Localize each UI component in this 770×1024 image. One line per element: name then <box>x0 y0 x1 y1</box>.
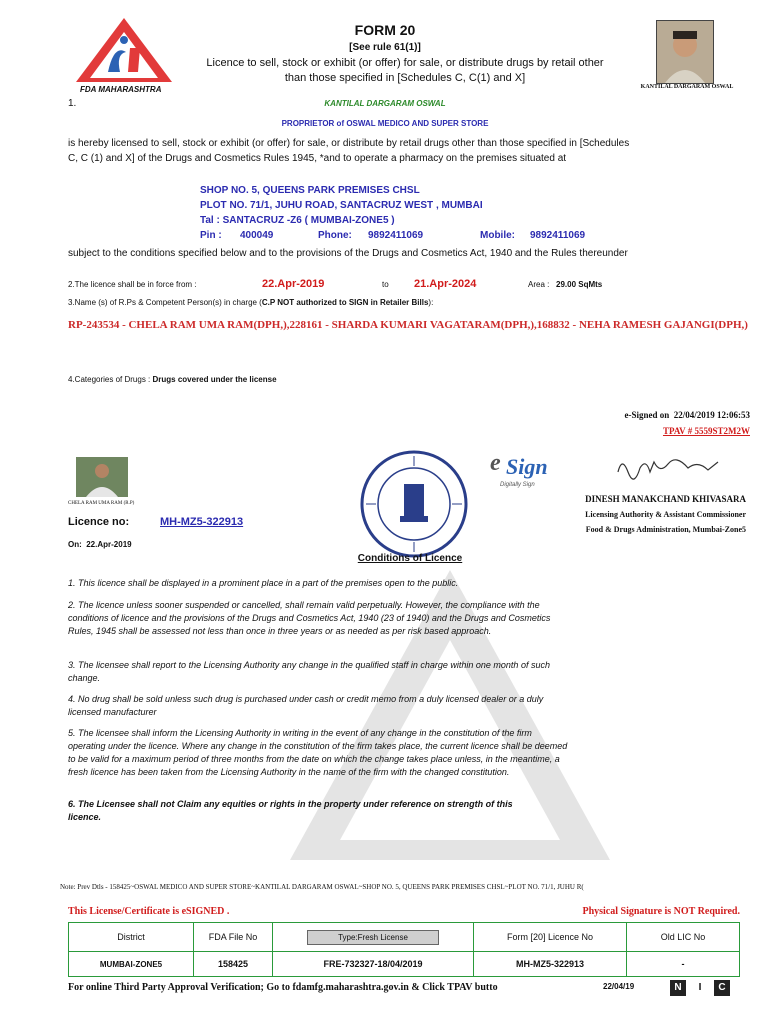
code-box-i: I <box>698 982 702 993</box>
esign-word: Sign <box>506 454 548 479</box>
address-line-1: SHOP NO. 5, QUEENS PARK PREMISES CHSL <box>200 185 420 196</box>
premises-address <box>200 183 640 243</box>
proprietor-photo <box>656 20 714 84</box>
area-value: 29.00 SqMts <box>556 280 603 289</box>
date-to: 21.Apr-2024 <box>414 278 477 290</box>
issue-date-line <box>68 540 132 549</box>
table-cell: FRE-732327-18/04/2019 <box>273 952 474 977</box>
proprietor-name: KANTILAL DARGARAM OSWAL <box>324 99 446 108</box>
mobile-value: 9892411069 <box>530 230 586 241</box>
phone-value: 9892411069 <box>368 230 424 241</box>
form-title: FORM 20 <box>354 22 416 38</box>
rp-photo <box>76 457 128 497</box>
on-label: On: <box>68 540 82 549</box>
condition-2: 2. The licence unless sooner suspended or cancelled, shall remain valid perpetually. However, the compliance with the conditions of licence and the provisions of the Drugs and Cosmetics Act, 1940 (23 of 1940) and the Drugs and Cosmetics Rules, 1945 shall be assessed not less than once in three years or as needed as per risk based approach. <box>68 600 551 636</box>
logo-text: FDA MAHARASHTRA <box>80 85 162 94</box>
proprietor-title: PROPRIETOR of OSWAL MEDICO AND SUPER STORE <box>281 119 489 128</box>
responsible-persons-list: RP-243534 - CHELA RAM UMA RAM(DPH,),228161 - SHARDA KUMARI VAGATARAM(DPH,),168832 - NEHA RAMESH GAJANGI(DPH,) <box>68 319 748 331</box>
authority-title: Licensing Authority & Assistant Commissioner <box>585 510 746 519</box>
physical-signature-notice: Physical Signature is NOT Required. <box>582 906 740 917</box>
address-line-3: Tal : SANTACRUZ -Z6 ( MUMBAI-ZONE5 ) <box>200 215 395 226</box>
date-from: 22.Apr-2019 <box>262 278 325 290</box>
persons-note: C.P NOT authorized to SIGN in Retailer Bills <box>261 298 429 307</box>
footer-date: 22/04/19 <box>603 982 635 991</box>
to-label: to <box>382 280 389 289</box>
authority-name: DINESH MANAKCHAND KHIVASARA <box>585 494 746 504</box>
persons-line <box>68 298 433 307</box>
rule-reference: [See rule 61(1)] <box>349 42 421 53</box>
esign-logo: e Sign Digitally Sign <box>490 450 548 488</box>
condition-3: 3. The licensee shall report to the Licensing Authority any change in the qualified staff in charge within one month of such change. <box>68 660 550 683</box>
table-row <box>69 952 740 977</box>
pin-label: Pin : <box>200 230 222 241</box>
government-seal-icon <box>358 448 470 560</box>
esign-subtitle: Digitally Sign <box>500 482 535 488</box>
table-header <box>273 923 474 952</box>
table-header: FDA File No <box>194 923 273 952</box>
licence-number: MH-MZ5-322913 <box>160 516 244 528</box>
code-box-c: C <box>714 980 730 996</box>
table-header: Old LIC No <box>627 923 740 952</box>
validity-row <box>68 280 708 296</box>
categories-label: 4.Categories of Drugs : <box>68 375 151 384</box>
table-header: Form [20] Licence No <box>474 923 627 952</box>
condition-4: 4. No drug shall be sold unless such drug is purchased under cash or credit memo from a duly licensed dealer or a duly licensed manufacturer <box>68 694 544 717</box>
phone-label: Phone: <box>318 230 352 241</box>
table-header: District <box>69 923 194 952</box>
person-silhouette-icon <box>76 457 128 497</box>
mobile-label: Mobile: <box>480 230 515 241</box>
area-label: Area : <box>528 280 550 289</box>
condition-5: 5. The licensee shall inform the Licensing Authority in writing in the event of any change in the constitution of the firm operating under the licence. Where any change in the constitution of the firm takes place, the current licence shall be deemed to be valid for a maximum period of three months from the date on which the change takes place unless, in the meantime, a fresh licence has been taken from the Licensing Authority in the name of the firm with the changed constitution. <box>68 728 568 777</box>
code-box-n: N <box>670 980 686 996</box>
pin-value: 400049 <box>240 230 274 241</box>
address-line-2: PLOT NO. 71/1, JUHU ROAD, SANTACRUZ WEST , MUMBAI <box>200 200 483 211</box>
table-header-row <box>69 923 740 952</box>
licence-statement: is hereby licensed to sell, stock or exhibit (or offer) for sale, or distribute by retail drugs other than those specified in [Schedules C, C (1) and X] of the Drugs and Cosmetics Rules 1945, *and to operate a pharmacy on the premises situated at <box>68 138 630 164</box>
person-silhouette-icon <box>657 21 713 83</box>
condition-6: 6. The Licensee shall not Claim any equities or rights in the property under reference on strength of this licence. <box>68 799 513 822</box>
categories-value: Drugs covered under the license <box>152 375 277 384</box>
table-cell: MUMBAI-ZONE5 <box>69 952 194 977</box>
esigned-label: e-Signed on <box>624 410 670 420</box>
esigned-on <box>560 410 750 420</box>
previous-details-note: Note: Prev Dtls - 158425~OSWAL MEDICO AND SUPER STORE~KANTILAL DARGARAM OSWAL~SHOP NO. 5, QUEENS PARK PREMISES CHSL~PLOT NO. 71/1, JUHU R( <box>60 883 584 891</box>
licence-summary-table <box>68 922 740 977</box>
esigned-date: 22/04/2019 12:06:53 <box>673 410 750 420</box>
item-number: 1. <box>68 98 77 109</box>
esigned-notice: This License/Certificate is eSIGNED . <box>68 906 230 917</box>
licence-label: Licence no: <box>68 516 130 528</box>
tpav-link[interactable]: TPAV # 5559ST2M2W <box>662 426 750 436</box>
rp-photo-caption: CHELA RAM UMA RAM (R.P) <box>68 501 135 506</box>
table-cell: MH-MZ5-322913 <box>474 952 627 977</box>
tpav-instructions: For online Third Party Approval Verification; Go to fdamfg.maharashtra.gov.in & Click TPAV butto <box>68 982 498 993</box>
categories-line <box>68 375 277 384</box>
authority-office: Food & Drugs Administration, Mumbai-Zone5 <box>585 525 746 534</box>
form-subtitle: Licence to sell, stock or exhibit (or offer) for sale, or distribute drugs by retail other than those specified in [Schedules C, C(1) and X] <box>206 57 604 84</box>
conditions-statement: subject to the conditions specified below and to the provisions of the Drugs and Cosmetics Act, 1940 and the Rules thereunder <box>68 248 628 259</box>
force-label: 2.The licence shall be in force from : <box>68 280 197 289</box>
table-cell: 158425 <box>194 952 273 977</box>
authority-signature <box>598 452 743 480</box>
conditions-title: Conditions of Licence <box>357 553 463 564</box>
persons-label: 3.Name (s) of R.Ps & Competent Person(s) in charge ( <box>68 298 262 307</box>
license-type-badge: Type:Fresh License <box>307 930 439 945</box>
table-cell: - <box>627 952 740 977</box>
on-date: 22.Apr-2019 <box>86 540 132 549</box>
persons-end: ): <box>428 298 434 307</box>
photo-caption: KANTILAL DARGARAM OSWAL <box>640 84 734 90</box>
condition-1: 1. This licence shall be displayed in a prominent place in a part of the premises open to the public. <box>68 578 459 588</box>
